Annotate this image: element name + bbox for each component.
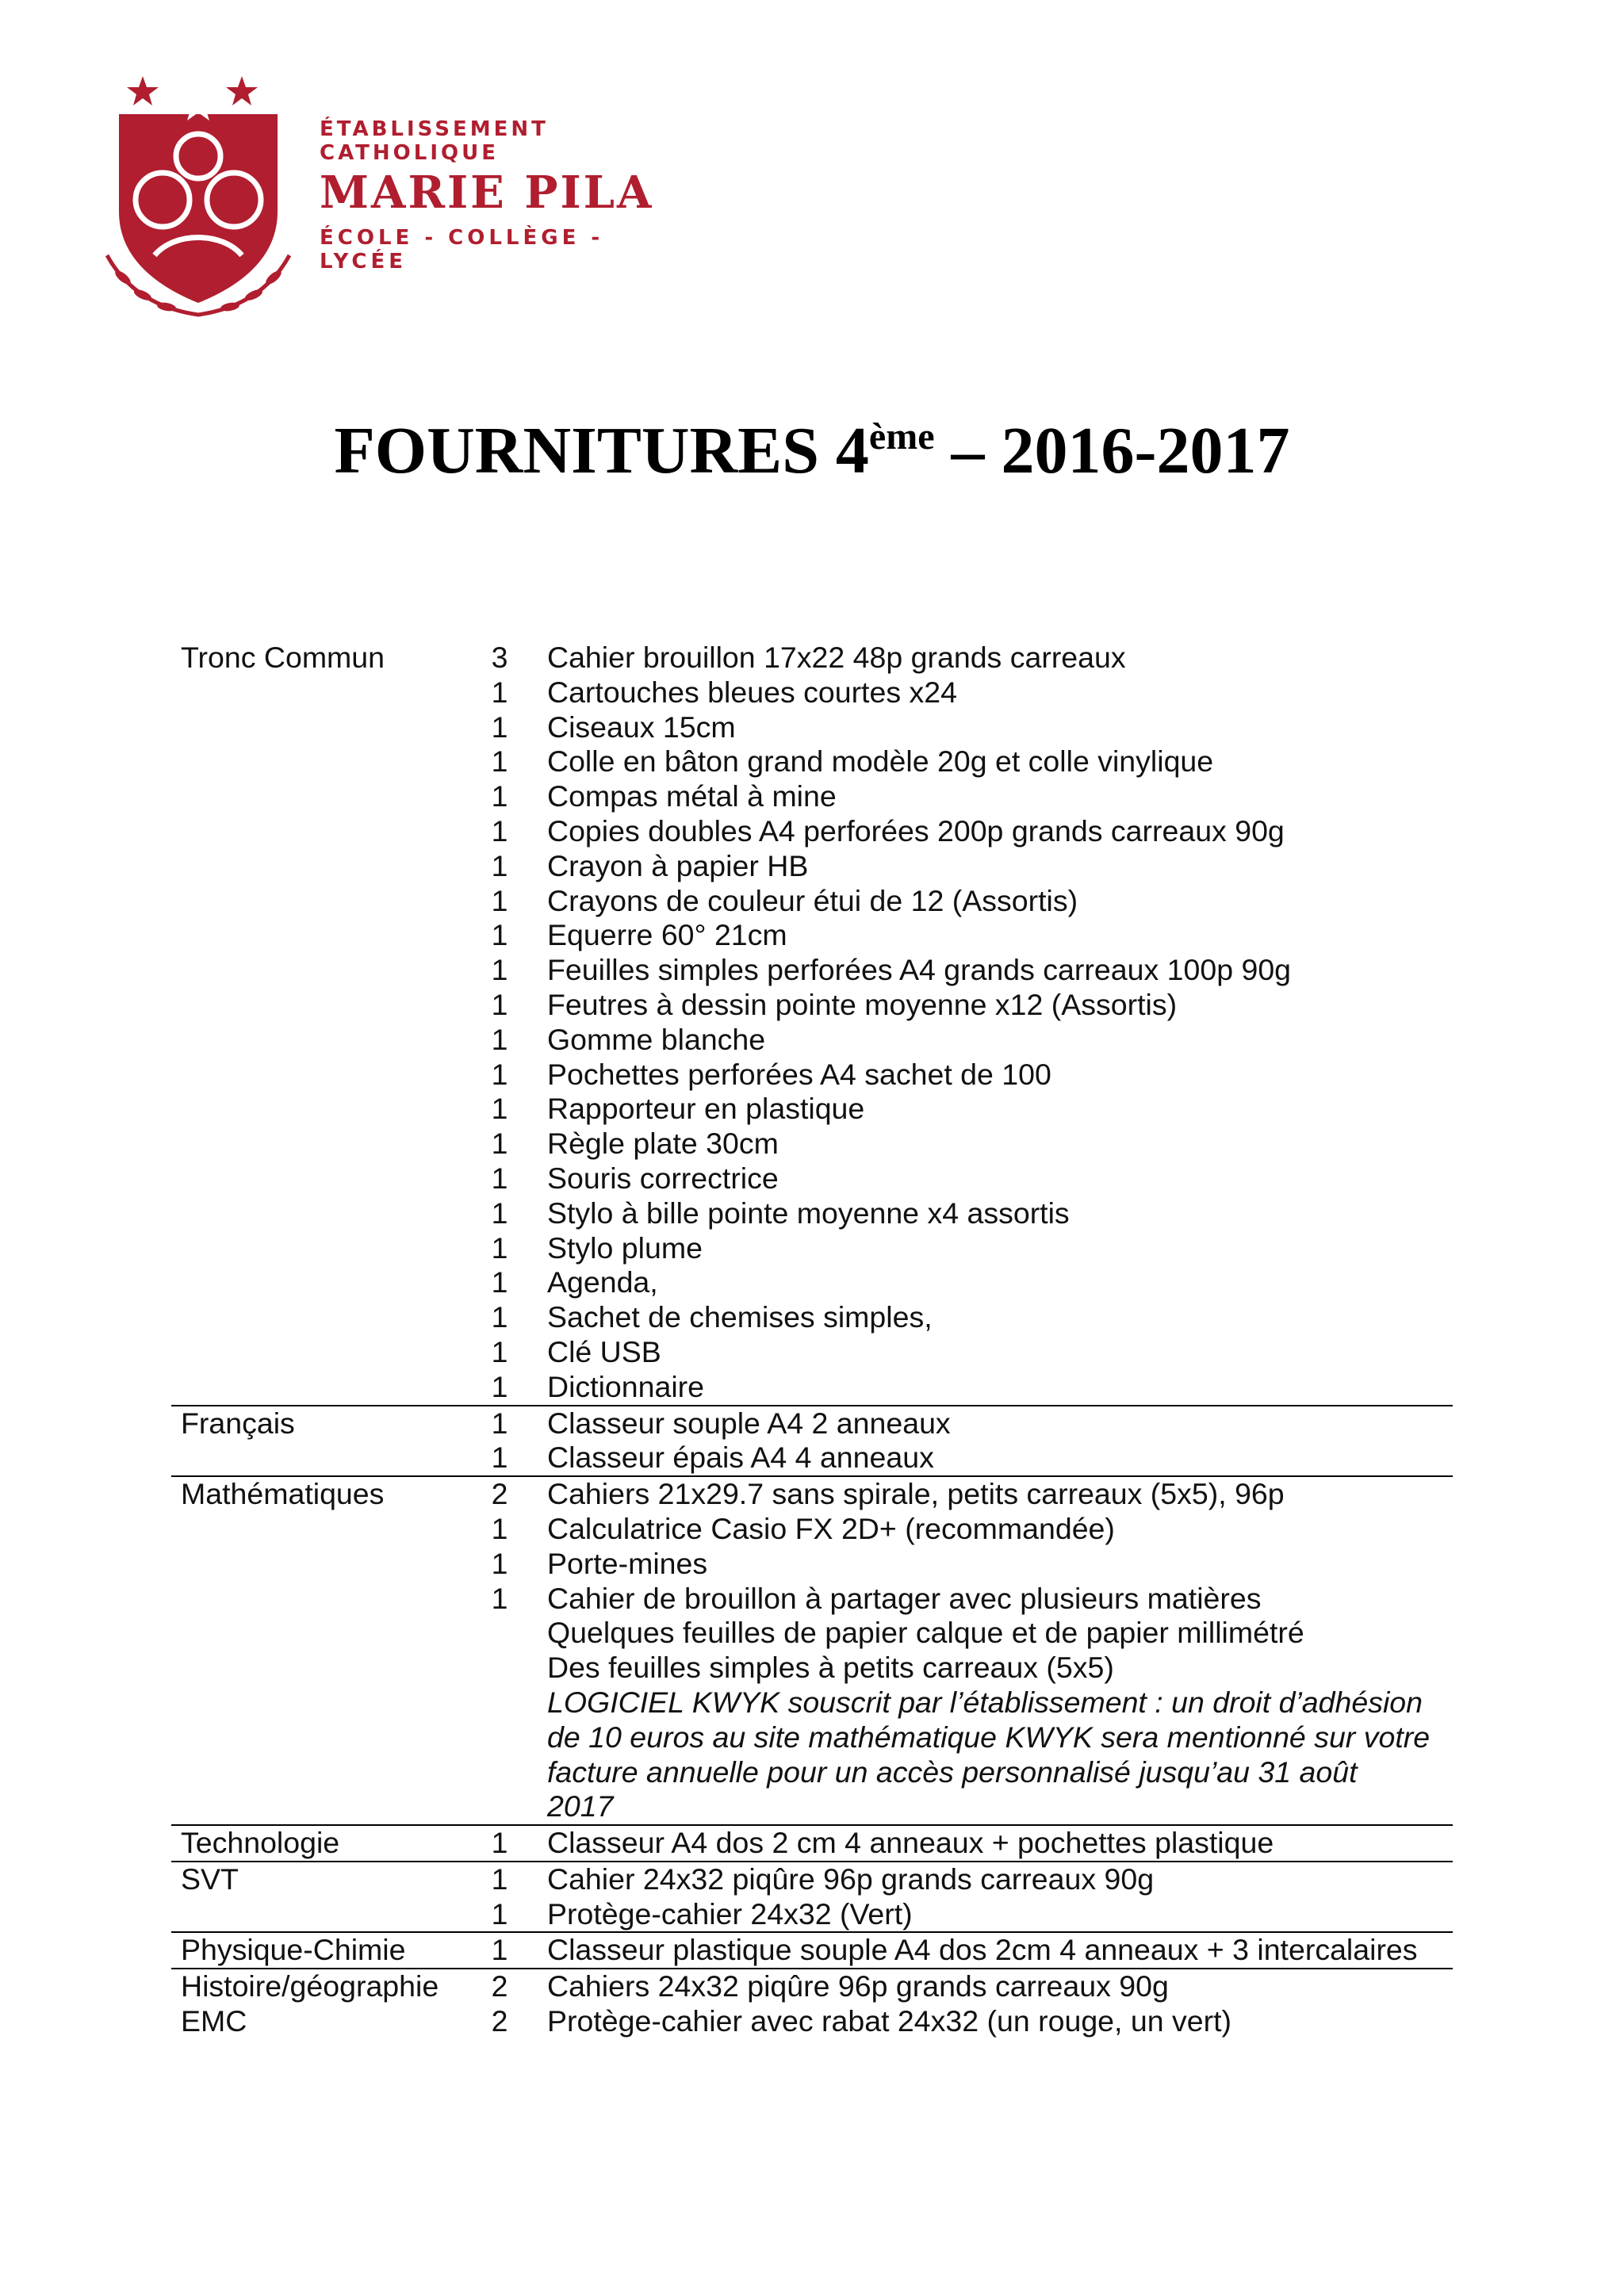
quantity-cell [473,1616,527,1651]
subject-cell [171,1651,473,1686]
table-row [171,1897,1453,1932]
table-row [171,1231,1453,1266]
quantity-cell: 1 [491,953,508,987]
quantity-cell: 1 [491,779,508,813]
subject-cell [171,953,473,988]
item-cell: Cahiers 21x29.7 sans spirale, petits carreaux (5x5), 96p [547,1477,1285,1511]
quantity-cell: 2 [491,1477,508,1511]
quantity-cell: 1 [491,744,508,779]
item-cell: Règle plate 30cm [547,1127,779,1161]
item-cell: facture annuelle pour un accès personnalisé jusqu’au 31 août [547,1755,1358,1789]
item-cell: Cahier de brouillon à partager avec plusieurs matières [547,1581,1262,1615]
item-cell: Clé USB [547,1334,661,1368]
item-cell: Ciseaux 15cm [547,710,736,744]
quantity-cell: 1 [491,1826,508,1860]
logo-text [320,117,654,274]
quantity-cell: 1 [491,883,508,917]
item-cell: 2017 [547,1789,614,1823]
org-levels: ÉCOLE - COLLÈGE - LYCÉE [320,225,604,274]
item-cell: Feutres à dessin pointe moyenne x12 (Assortis) [547,987,1178,1021]
subject-cell [171,1335,473,1370]
subject-cell [171,1127,473,1161]
subject-cell [171,814,473,849]
subject-group [171,1826,1453,1862]
item-cell: Classeur épais A4 4 anneaux [547,1441,934,1475]
item-cell: Cahier brouillon 17x22 48p grands carreaux [547,641,1126,674]
item-cell: Dictionnaire [547,1369,705,1403]
crest-icon [99,73,297,319]
quantity-cell [473,1651,527,1686]
table-row [171,779,1453,814]
item-cell: Equerre 60° 21cm [547,918,787,952]
subject-cell [171,1370,473,1405]
subject-cell: Technologie [181,1826,340,1860]
subject-group [171,1862,1453,1934]
quantity-cell: 1 [491,848,508,882]
table-row [171,1616,1453,1651]
table-row [171,1441,1453,1475]
subject-cell: EMC [181,2004,247,2038]
subject-group [171,1406,1453,1478]
table-row [171,814,1453,849]
item-cell: Cartouches bleues courtes x24 [547,675,957,709]
subject-cell [171,1720,473,1755]
subject-cell [171,918,473,953]
subject-cell [171,884,473,919]
subject-cell [171,710,473,745]
quantity-cell: 1 [491,1196,508,1230]
table-row [171,1127,1453,1161]
quantity-cell [473,1789,527,1824]
quantity-cell: 1 [491,675,508,709]
item-cell: de 10 euros au site mathématique KWYK sera mentionné sur votre [547,1720,1431,1754]
table-row [171,1686,1453,1720]
table-row [171,1512,1453,1547]
subject-cell [171,849,473,884]
subject-group [171,1477,1453,1826]
table-row [171,918,1453,953]
table-row [171,1406,1453,1441]
item-cell: Stylo plume [547,1230,703,1265]
item-cell: Des feuilles simples à petits carreaux (5x5) [547,1651,1114,1685]
subject-cell: Mathématiques [181,1477,385,1511]
item-cell: Protège-cahier 24x32 (Vert) [547,1896,913,1931]
table-row [171,744,1453,779]
subject-cell [171,1023,473,1058]
subject-cell [171,1512,473,1547]
table-row [171,1161,1453,1196]
item-cell: Rapporteur en plastique [547,1092,865,1126]
table-row [171,1582,1453,1617]
subject-cell [171,1755,473,1790]
quantity-cell: 1 [491,1334,508,1368]
subject-cell [171,1265,473,1300]
subject-group [171,1933,1453,1969]
subject-group [171,641,1453,1406]
quantity-cell: 1 [491,1057,508,1091]
table-row [171,1720,1453,1755]
subject-cell [171,1092,473,1127]
quantity-cell: 1 [491,813,508,848]
table-row [171,1547,1453,1582]
item-cell: Crayon à papier HB [547,848,809,882]
item-cell: Calculatrice Casio FX 2D+ (recommandée) [547,1511,1115,1545]
quantity-cell: 1 [491,987,508,1021]
table-row [171,1826,1453,1861]
subject-cell [171,1547,473,1582]
item-cell: Classeur A4 dos 2 cm 4 anneaux + pochettes plastique [547,1826,1274,1860]
table-row [171,884,1453,919]
item-cell: Souris correctrice [547,1161,779,1195]
item-cell: Compas métal à mine [547,779,837,813]
subject-cell [171,675,473,710]
item-cell: Stylo à bille pointe moyenne x4 assortis [547,1196,1070,1230]
quantity-cell: 1 [491,1161,508,1195]
title-main: FOURNITURES 4 [334,414,869,488]
quantity-cell: 1 [491,1127,508,1161]
subject-cell: Physique-Chimie [181,1933,406,1967]
quantity-cell: 1 [491,918,508,952]
quantity-cell [473,1755,527,1790]
item-cell: Cahier 24x32 piqûre 96p grands carreaux 90g [547,1862,1155,1896]
subject-cell [171,744,473,779]
table-row [171,1755,1453,1790]
subject-cell [171,1897,473,1932]
item-cell: Crayons de couleur étui de 12 (Assortis) [547,883,1078,917]
quantity-cell: 1 [491,1441,508,1475]
table-row [171,675,1453,710]
table-row [171,1651,1453,1686]
quantity-cell: 1 [491,1511,508,1545]
subject-cell [171,1582,473,1617]
subject-cell [171,1058,473,1093]
table-row [171,1969,1453,2004]
item-cell: Protège-cahier avec rabat 24x32 (un rouge, un vert) [547,2004,1231,2038]
quantity-cell: 1 [491,1896,508,1931]
table-row [171,1335,1453,1370]
quantity-cell [473,1720,527,1755]
page-title [0,412,1624,489]
org-type: ÉTABLISSEMENT CATHOLIQUE [320,117,549,165]
item-cell: Porte-mines [547,1546,708,1580]
quantity-cell: 2 [491,2004,508,2038]
subject-group [171,1969,1453,2039]
item-cell: Classeur plastique souple A4 dos 2cm 4 anneaux + 3 intercalaires [547,1933,1418,1967]
subject-cell [171,1231,473,1266]
table-row [171,1300,1453,1335]
subject-cell [171,1789,473,1824]
quantity-cell: 1 [491,710,508,744]
subject-cell [171,1616,473,1651]
subject-cell: SVT [181,1862,239,1896]
table-row [171,641,1453,675]
table-row [171,1023,1453,1058]
subject-cell [171,1441,473,1475]
school-logo [99,73,654,319]
item-cell: Copies doubles A4 perforées 200p grands carreaux 90g [547,813,1285,848]
quantity-cell: 1 [491,1581,508,1615]
table-row [171,1058,1453,1093]
supplies-table [171,641,1453,2039]
title-superscript: ème [868,415,935,457]
subject-cell: Français [181,1406,295,1440]
item-cell: LOGICIEL KWYK souscrit par l’établissement : un droit d’adhésion [547,1685,1423,1719]
table-row [171,1789,1453,1824]
item-cell: Cahiers 24x32 piqûre 96p grands carreaux 90g [547,1969,1169,2003]
table-row [171,2004,1453,2039]
quantity-cell [473,1686,527,1720]
subject-cell: Tronc Commun [181,641,385,674]
subject-cell [171,1300,473,1335]
quantity-cell: 1 [491,1862,508,1896]
subject-cell [171,1196,473,1231]
item-cell: Classeur souple A4 2 anneaux [547,1406,951,1440]
table-row [171,1092,1453,1127]
item-cell: Colle en bâton grand modèle 20g et colle vinylique [547,744,1214,779]
subject-cell [171,988,473,1023]
quantity-cell: 1 [491,1369,508,1403]
table-row [171,1862,1453,1897]
org-name: MARIE PILA [320,166,654,219]
quantity-cell: 2 [491,1969,508,2003]
quantity-cell: 1 [491,1230,508,1265]
table-row [171,1196,1453,1231]
item-cell: Agenda, [547,1265,658,1299]
title-year: – 2016-2017 [934,414,1290,488]
table-row [171,1370,1453,1405]
item-cell: Feuilles simples perforées A4 grands carreaux 100p 90g [547,953,1292,987]
table-row [171,988,1453,1023]
quantity-cell: 3 [491,641,508,674]
table-row [171,953,1453,988]
table-row [171,710,1453,745]
item-cell: Quelques feuilles de papier calque et de papier millimétré [547,1616,1304,1650]
quantity-cell: 1 [491,1546,508,1580]
quantity-cell: 1 [491,1092,508,1126]
item-cell: Sachet de chemises simples, [547,1300,933,1334]
subject-cell: Histoire/géographie [181,1969,439,2003]
quantity-cell: 1 [491,1933,508,1967]
item-cell: Gomme blanche [547,1022,766,1056]
quantity-cell: 1 [491,1265,508,1299]
table-row [171,1477,1453,1512]
item-cell: Pochettes perforées A4 sachet de 100 [547,1057,1051,1091]
subject-cell [171,779,473,814]
quantity-cell: 1 [491,1022,508,1056]
table-row [171,849,1453,884]
quantity-cell: 1 [491,1300,508,1334]
subject-cell [171,1161,473,1196]
quantity-cell: 1 [491,1406,508,1440]
table-row [171,1265,1453,1300]
subject-cell [171,1686,473,1720]
table-row [171,1933,1453,1968]
